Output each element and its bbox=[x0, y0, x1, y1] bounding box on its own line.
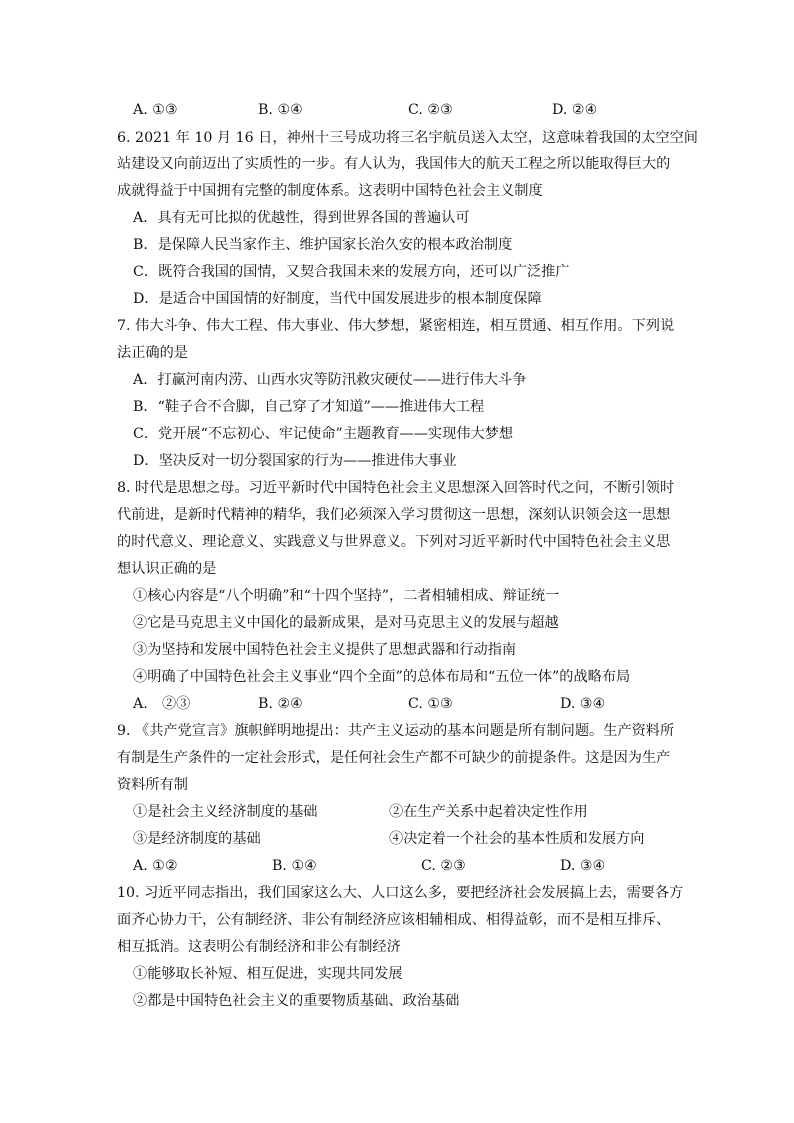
choice-d: D. ③④ bbox=[560, 858, 606, 874]
choice-a: A. ②③ bbox=[133, 696, 191, 712]
prev-choice-d: D. ②④ bbox=[552, 102, 598, 118]
choice-c: C. ①③ bbox=[408, 696, 453, 712]
choice-d: D. ③④ bbox=[560, 696, 606, 712]
option-a: A．具有无可比拟的优越性，得到世界各国的普遍认可 bbox=[133, 210, 470, 226]
question-text-line: 代前进，是新时代精神的精华，我们必须深入学习贯彻这一思想，深刻认识领会这一思想 bbox=[117, 507, 671, 523]
option-c: C．党开展“不忘初心、牢记使命”主题教育——实现伟大梦想 bbox=[133, 426, 514, 442]
option-a: A．打赢河南内涝、山西水灾等防汛救灾硬仗——进行伟大斗争 bbox=[133, 372, 527, 388]
statement-1: ①核心内容是“八个明确”和“十四个坚持”，二者相辅相成、辩证统一 bbox=[133, 588, 560, 604]
prev-choice-b: B. ①④ bbox=[258, 102, 303, 118]
statement-4: ④决定着一个社会的基本性质和发展方向 bbox=[389, 831, 645, 847]
statement-1: ①能够取长补短、相互促进，实现共同发展 bbox=[133, 966, 403, 982]
statement-4: ④明确了中国特色社会主义事业“四个全面”的总体布局和“五位一体”的战略布局 bbox=[133, 669, 631, 685]
choice-b: B. ②④ bbox=[258, 696, 303, 712]
statement-3: ③是经济制度的基础 bbox=[133, 831, 261, 847]
option-c: C．既符合我国的国情，又契合我国未来的发展方向，还可以广泛推广 bbox=[133, 264, 570, 280]
question-text-line: 相互抵消。这表明公有制经济和非公有制经济 bbox=[117, 939, 401, 955]
option-b: B．是保障人民当家作主、维护国家长治久安的根本政治制度 bbox=[133, 237, 513, 253]
question-text-line: 8. 时代是思想之母。习近平新时代中国特色社会主义思想深入回答时代之问，不断引领时 bbox=[117, 480, 675, 496]
question-text-line: 面齐心协力干，公有制经济、非公有制经济应该相辅相成、相得益彰，而不是相互排斥、 bbox=[117, 912, 671, 928]
question-text-line: 成就得益于中国拥有完整的制度体系。这表明中国特色社会主义制度 bbox=[117, 183, 543, 199]
option-b: B．“鞋子合不合脚，自己穿了才知道”——推进伟大工程 bbox=[133, 399, 485, 415]
question-text-line: 想认识正确的是 bbox=[117, 561, 217, 577]
statement-2: ②在生产关系中起着决定性作用 bbox=[389, 804, 588, 820]
choice-a: A. ①② bbox=[133, 858, 178, 874]
question-text-line: 法正确的是 bbox=[117, 345, 188, 361]
statement-2: ②它是马克思主义中国化的最新成果，是对马克思主义的发展与超越 bbox=[133, 615, 559, 631]
question-text-line: 7. 伟大斗争、伟大工程、伟大事业、伟大梦想，紧密相连，相互贯通、相互作用。下列说 bbox=[117, 318, 675, 334]
prev-choice-c: C. ②③ bbox=[408, 102, 453, 118]
statement-2: ②都是中国特色社会主义的重要物质基础、政治基础 bbox=[133, 993, 460, 1009]
question-text-line: 的时代意义、理论意义、实践意义与世界意义。下列对习近平新时代中国特色社会主义思 bbox=[117, 534, 671, 550]
question-text-line: 6. 2021 年 10 月 16 日，神州十三号成功将三名宇航员送入太空，这意味着我国的太空空间 bbox=[117, 130, 698, 146]
option-d: D．是适合中国国情的好制度，当代中国发展进步的根本制度保障 bbox=[133, 291, 542, 307]
question-text-line: 9. 《共产党宣言》旗帜鲜明地提出：共产主义运动的基本问题是所有制问题。生产资料所 bbox=[117, 723, 675, 739]
statement-1: ①是社会主义经济制度的基础 bbox=[133, 804, 318, 820]
question-text-line: 资料所有制 bbox=[117, 777, 188, 793]
question-text-line: 有制是生产条件的一定社会形式，是任何社会生产都不可缺少的前提条件。这是因为生产 bbox=[117, 750, 671, 766]
statement-3: ③为坚持和发展中国特色社会主义提供了思想武器和行动指南 bbox=[133, 642, 517, 658]
option-d: D．坚决反对一切分裂国家的行为——推进伟大事业 bbox=[133, 453, 457, 469]
question-text-line: 10. 习近平同志指出，我们国家这么大、人口这么多，要把经济社会发展搞上去，需要各方 bbox=[117, 885, 684, 901]
choice-b: B. ①④ bbox=[272, 858, 317, 874]
prev-choice-a: A. ①③ bbox=[133, 102, 178, 118]
choice-c: C. ②③ bbox=[421, 858, 466, 874]
question-text-line: 站建设又向前迈出了实质性的一步。有人认为，我国伟大的航天工程之所以能取得巨大的 bbox=[117, 156, 671, 172]
